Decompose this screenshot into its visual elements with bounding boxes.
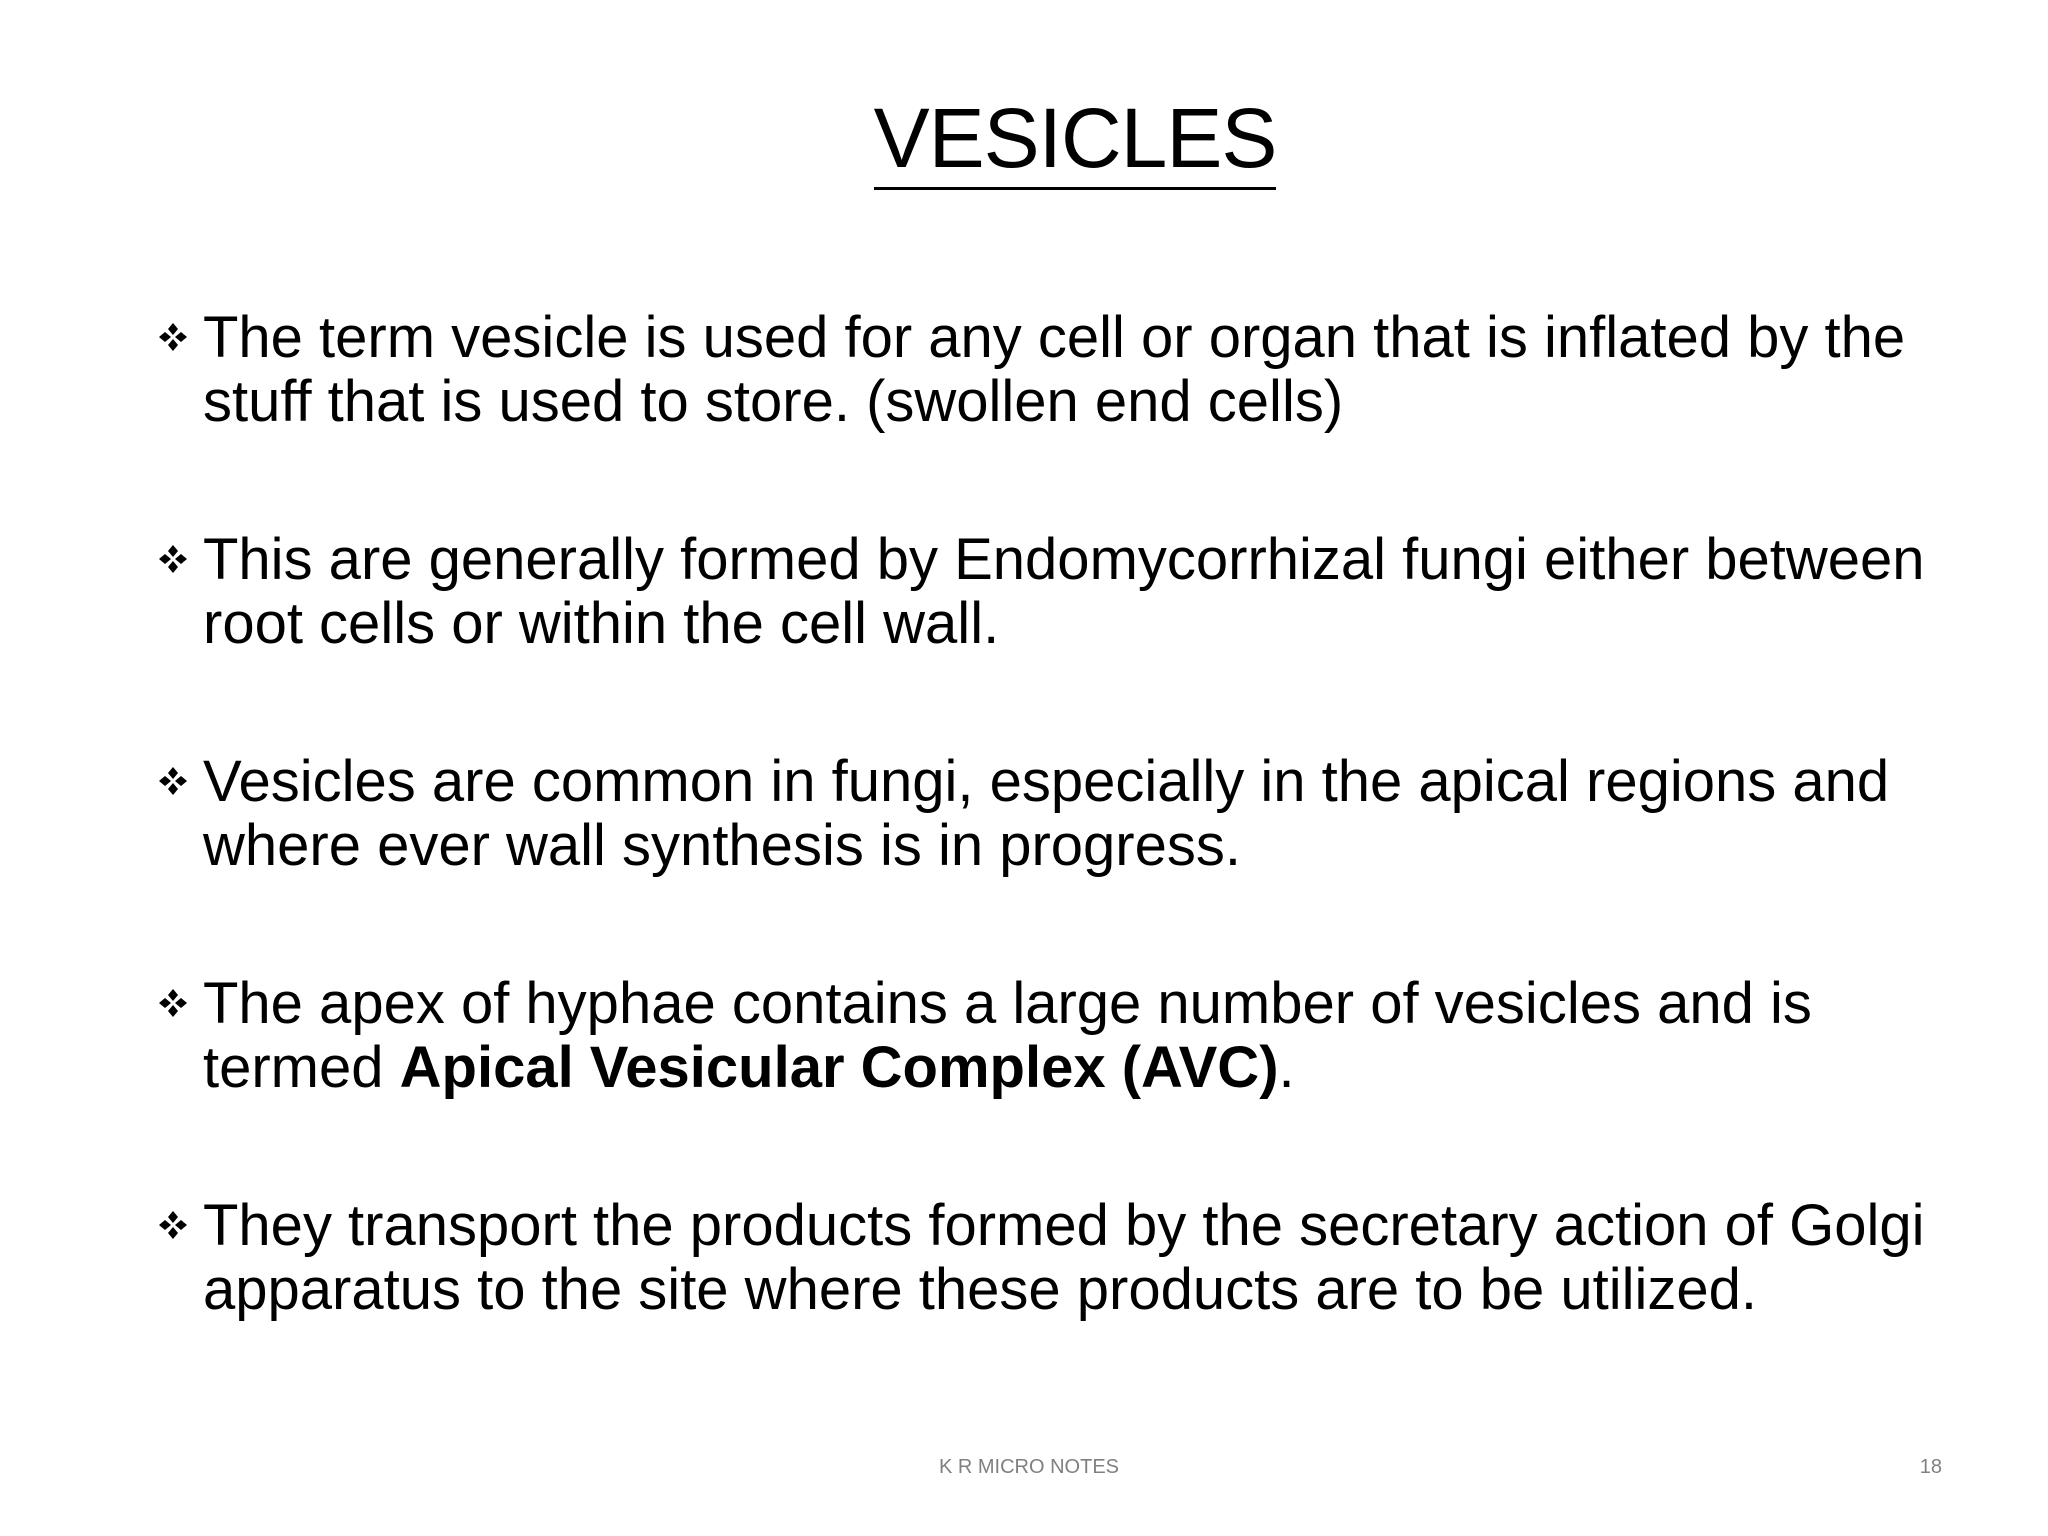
four-diamond-bullet-icon	[158, 988, 188, 1018]
bullet-bold-term: Apical Vesicular Complex (AVC)	[399, 1035, 1279, 1100]
bullet-item	[158, 528, 1958, 656]
bullet-list	[158, 306, 1958, 1416]
bullet-item	[158, 972, 1958, 1100]
bullet-text-before: The apex of hyphae contains a large number of vesicles and is termed	[203, 971, 1812, 1100]
page-number: 18	[1919, 1456, 1942, 1478]
four-diamond-bullet-icon	[158, 544, 188, 574]
four-diamond-bullet-icon	[158, 1210, 188, 1240]
bullet-text: The term vesicle is used for any cell or organ that is inflated by the stuff that is used to store. (swollen end cells)	[203, 305, 1906, 434]
four-diamond-bullet-icon	[158, 766, 188, 796]
footer-text: K R MICRO NOTES	[938, 1456, 1119, 1478]
bullet-text: They transport the products formed by the secretary action of Golgi apparatus to the site where these products are to be utilized.	[203, 1193, 1925, 1322]
bullet-item	[158, 750, 1958, 878]
bullet-text: Vesicles are common in fungi, especially in the apical regions and where ever wall synthesis is in progress.	[203, 749, 1890, 878]
slide-title: VESICLES	[0, 88, 2048, 188]
bullet-text	[203, 971, 1812, 1100]
bullet-text: This are generally formed by Endomycorrhizal fungi either between root cells or within the cell wall.	[203, 527, 1925, 656]
four-diamond-bullet-icon	[158, 322, 188, 352]
bullet-item	[158, 1194, 1958, 1322]
bullet-item	[158, 306, 1958, 434]
bullet-text-after: .	[1278, 1035, 1295, 1100]
